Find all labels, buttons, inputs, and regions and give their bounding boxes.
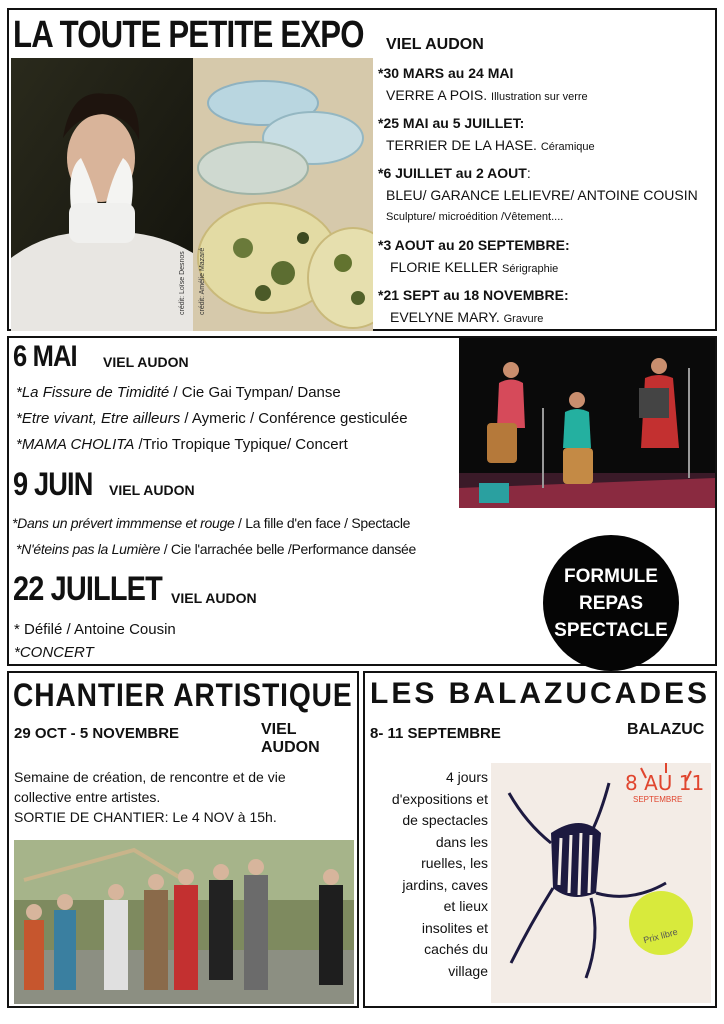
desc-line: d'expositions et bbox=[391, 790, 488, 807]
glass-artwork-photo bbox=[193, 58, 373, 331]
event-title: *MAMA CHOLITA bbox=[16, 436, 135, 453]
expo-item-desc: Sérigraphie bbox=[502, 263, 559, 275]
desc-line: dans les bbox=[435, 833, 488, 850]
may-event bbox=[16, 406, 408, 432]
badge-line: FORMULE bbox=[564, 565, 658, 587]
balazucades-description bbox=[370, 767, 488, 982]
badge-line: SPECTACLE bbox=[554, 619, 668, 641]
expo-item bbox=[378, 234, 714, 284]
poster-dates: 8 AU 11 bbox=[625, 771, 705, 795]
may-place: VIEL AUDON bbox=[103, 354, 189, 370]
chantier-group-photo bbox=[14, 840, 354, 1004]
may-event bbox=[16, 432, 408, 458]
desc-line: de spectacles bbox=[402, 812, 488, 828]
july-event: *CONCERT bbox=[14, 644, 94, 661]
event-info: / Cie Gai Tympan/ Danse bbox=[169, 384, 341, 401]
event-title: *N'éteins pas la Lumière bbox=[16, 541, 161, 557]
poster-price: Prix libre bbox=[642, 926, 679, 946]
may-date: 6 MAI bbox=[13, 340, 77, 373]
expo-item-date: *21 SEPT au 18 NOVEMBRE: bbox=[378, 287, 569, 303]
event-title: *La Fissure de Timidité bbox=[16, 384, 170, 401]
desc-line: et lieux bbox=[443, 898, 488, 914]
events-section bbox=[7, 336, 717, 666]
event-info: / Aymeric / Conférence gesticulée bbox=[180, 410, 408, 427]
desc-line: cachés du bbox=[424, 941, 488, 957]
event-info: / Cie l'arrachée belle /Performance dansée bbox=[160, 541, 417, 557]
expo-title: LA TOUTE PETITE EXPO bbox=[13, 14, 364, 56]
expo-section bbox=[7, 8, 717, 331]
portrait-photo bbox=[11, 58, 193, 331]
expo-item-date-suffix: : bbox=[526, 165, 531, 181]
balazucades-title: LES BALAZUCADES bbox=[370, 677, 711, 710]
july-place: VIEL AUDON bbox=[171, 590, 257, 606]
june-event bbox=[12, 510, 416, 536]
may-event bbox=[16, 380, 408, 406]
june-place: VIEL AUDON bbox=[109, 482, 195, 498]
chantier-text: collective entre artistes. bbox=[14, 789, 161, 805]
expo-item-date: *30 MARS au 24 MAI bbox=[378, 65, 514, 81]
chantier-text: SORTIE DE CHANTIER: Le 4 NOV à 15h. bbox=[14, 809, 277, 825]
event-info: / La fille d'en face / Spectacle bbox=[234, 515, 411, 531]
expo-item-name: VERRE A POIS. bbox=[386, 87, 488, 103]
chantier-dates: 29 OCT - 5 NOVEMBRE bbox=[14, 725, 180, 742]
formule-badge bbox=[543, 535, 679, 671]
expo-item-name: TERRIER DE LA HASE. bbox=[386, 137, 537, 153]
event-title: *Etre vivant, Etre ailleurs bbox=[16, 410, 181, 427]
balazucades-dates: 8- 11 SEPTEMBRE bbox=[370, 725, 501, 742]
concert-photo bbox=[459, 338, 715, 508]
expo-item-desc: Gravure bbox=[503, 313, 544, 325]
june-event bbox=[12, 536, 416, 562]
expo-item bbox=[378, 162, 714, 234]
poster-month: SEPTEMBRE bbox=[633, 795, 683, 804]
balazucades-place: BALAZUC bbox=[627, 721, 705, 738]
photo-credit-1: crédit: Loïse Desnos bbox=[179, 251, 186, 315]
chantier-text: Semaine de création, de rencontre et de vie bbox=[14, 769, 286, 785]
chantier-title: CHANTIER ARTISTIQUE bbox=[13, 677, 353, 713]
june-date: 9 JUIN bbox=[13, 466, 93, 502]
expo-item-date: *6 JUILLET au 2 AOUT bbox=[378, 165, 527, 181]
event-info: /Trio Tropique Typique/ Concert bbox=[134, 436, 348, 453]
balazucades-poster bbox=[491, 763, 711, 1003]
expo-item-desc: Sculpture/ microédition /Vêtement.... bbox=[386, 211, 564, 223]
balazucades-section bbox=[363, 671, 717, 1008]
event-title: *Dans un prévert immmense et rouge bbox=[12, 515, 235, 531]
chantier-section bbox=[7, 671, 359, 1008]
desc-line: village bbox=[448, 962, 488, 979]
expo-item-name: FLORIE KELLER bbox=[390, 259, 499, 275]
july-event: * Défilé / Antoine Cousin bbox=[14, 621, 176, 638]
july-date: 22 JUILLET bbox=[13, 570, 162, 608]
desc-line: 4 jours bbox=[445, 769, 488, 785]
desc-line: ruelles, les bbox=[421, 855, 488, 871]
expo-item-name: EVELYNE MARY. bbox=[390, 309, 500, 325]
desc-line: insolites et bbox=[421, 919, 488, 936]
expo-item-desc: Illustration sur verre bbox=[491, 91, 588, 103]
expo-item-name: BLEU/ GARANCE LELIEVRE/ ANTOINE COUSIN bbox=[386, 187, 698, 203]
expo-item bbox=[378, 112, 714, 162]
badge-line: REPAS bbox=[578, 592, 644, 614]
expo-list bbox=[378, 62, 714, 330]
expo-place: VIEL AUDON bbox=[386, 36, 484, 53]
expo-item-date: *3 AOUT au 20 SEPTEMBRE: bbox=[378, 237, 570, 253]
chantier-place: VIEL AUDON bbox=[261, 721, 320, 756]
expo-item-date: *25 MAI au 5 JUILLET: bbox=[378, 115, 525, 131]
photo-credit-2: crédit: Amélie Mazaré bbox=[199, 247, 206, 315]
expo-item-desc: Céramique bbox=[540, 141, 595, 153]
expo-item bbox=[378, 284, 714, 330]
expo-item bbox=[378, 62, 714, 112]
desc-line: jardins, caves bbox=[402, 876, 488, 893]
